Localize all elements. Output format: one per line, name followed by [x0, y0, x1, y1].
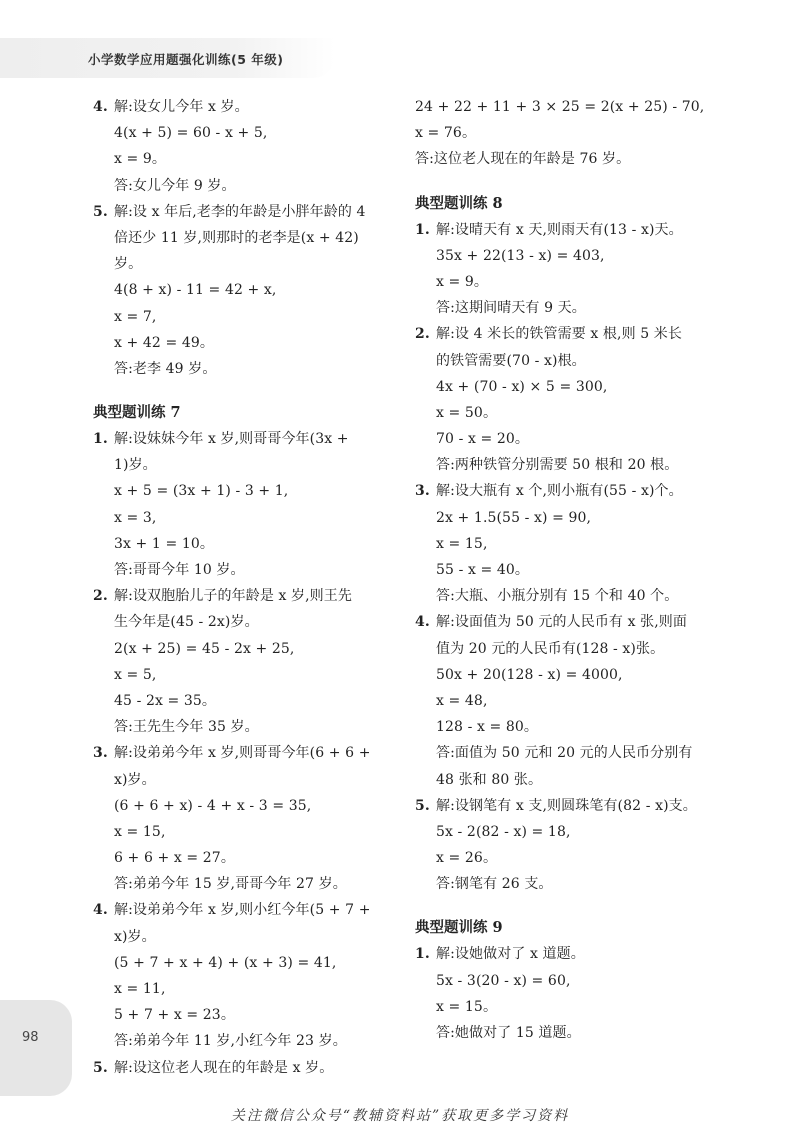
solution-line: x = 26。 — [436, 850, 498, 867]
item-number: 3. — [93, 745, 108, 762]
item-number: 2. — [415, 326, 430, 343]
solution-line: 解:设晴天有 x 天,则雨天有(13 - x)天。 — [436, 221, 683, 238]
solution-first-line — [415, 609, 715, 635]
solution-item — [93, 583, 393, 740]
header-title: 小学数学应用题强化训练(5 年级) — [88, 52, 284, 67]
solution-first-line — [93, 94, 393, 120]
solution-item — [93, 94, 393, 199]
section-title: 典型题训练 9 — [415, 919, 503, 937]
solution-item — [93, 199, 393, 382]
solution-line: 答:这期间晴天有 9 天。 — [436, 300, 586, 317]
solution-line: 的铁管需要(70 - x)根。 — [436, 352, 586, 369]
solution-line: 1)岁。 — [114, 457, 157, 474]
solution-line: 答:她做对了 15 道题。 — [436, 1025, 581, 1041]
solution-item — [93, 426, 393, 583]
solution-line: 岁。 — [114, 256, 143, 273]
solution-line: 答:老李 49 岁。 — [114, 360, 217, 377]
right-column — [415, 94, 715, 1046]
solution-item — [93, 1055, 393, 1081]
solution-first-line — [415, 793, 715, 819]
solution-line: 解:设大瓶有 x 个,则小瓶有(55 - x)个。 — [436, 483, 683, 500]
solution-line: x = 15, — [114, 823, 166, 840]
item-number: 1. — [415, 946, 430, 963]
solution-line: x)岁。 — [114, 771, 156, 788]
solution-line: 答:王先生今年 35 岁。 — [114, 719, 259, 736]
item-number: 4. — [93, 902, 108, 919]
solution-line: 5x - 3(20 - x) = 60, — [436, 972, 571, 989]
page-number-tab — [0, 1000, 72, 1096]
solution-item — [415, 478, 715, 609]
solution-line: 6 + 6 + x = 27。 — [114, 850, 235, 867]
item-number: 1. — [93, 431, 108, 448]
solution-line: 70 - x = 20。 — [436, 431, 529, 448]
solution-line: 答:哥哥今年 10 岁。 — [114, 562, 245, 578]
solution-line: 解:设 x 年后,老李的年龄是小胖年龄的 4 — [114, 203, 366, 220]
solution-line: 解:设面值为 50 元的人民币有 x 张,则面 — [436, 614, 687, 631]
solution-line: 答:钢笔有 26 支。 — [436, 876, 553, 893]
solution-line: 3x + 1 = 10。 — [114, 535, 214, 552]
solution-line: 48 张和 80 张。 — [436, 771, 543, 788]
solution-line: 55 - x = 40。 — [436, 562, 529, 578]
solution-first-line — [93, 897, 393, 923]
solution-line: 4(x + 5) = 60 - x + 5, — [114, 125, 268, 142]
footer-note: 关注微信公众号“教辅资料站”获取更多学习资料 — [230, 1108, 570, 1124]
section-title: 典型题训练 7 — [93, 404, 181, 422]
solution-item — [415, 793, 715, 898]
solution-first-line — [415, 478, 715, 504]
solution-line: (5 + 7 + x + 4) + (x + 3) = 41, — [114, 954, 337, 971]
solution-line: x + 42 = 49。 — [114, 334, 214, 351]
solution-first-line — [415, 217, 715, 243]
solution-line: 45 - 2x = 35。 — [114, 692, 216, 709]
solution-line: 解:设 4 米长的铁管需要 x 根,则 5 米长 — [436, 326, 682, 343]
solution-line: 倍还少 11 岁,则那时的老李是(x + 42) — [114, 229, 359, 246]
solution-item — [415, 941, 715, 1046]
solution-continuation — [415, 94, 715, 173]
solution-line: 5 + 7 + x = 23。 — [114, 1007, 235, 1024]
solution-line: x)岁。 — [114, 928, 156, 945]
solution-item — [93, 897, 393, 1054]
solution-line: x = 3, — [114, 509, 157, 526]
solution-line: 4(8 + x) - 11 = 42 + x, — [114, 282, 277, 299]
solution-line: (6 + 6 + x) - 4 + x - 3 = 35, — [114, 797, 312, 814]
solution-line: x = 15。 — [436, 998, 498, 1015]
solution-line: 解:设弟弟今年 x 岁,则哥哥今年(6 + 6 + — [114, 745, 371, 762]
item-number: 4. — [415, 614, 430, 631]
item-number: 5. — [93, 203, 108, 220]
solution-line: 2(x + 25) = 45 - 2x + 25, — [114, 640, 295, 657]
solution-line: 128 - x = 80。 — [436, 719, 538, 736]
solution-line: 2x + 1.5(55 - x) = 90, — [436, 509, 592, 526]
solution-line: x + 5 = (3x + 1) - 3 + 1, — [114, 483, 289, 500]
solution-line: x = 9。 — [114, 151, 167, 168]
solution-line: x = 48, — [436, 692, 488, 709]
solution-line: x = 5, — [114, 666, 157, 683]
section-title: 典型题训练 8 — [415, 194, 503, 212]
item-number: 5. — [415, 797, 430, 814]
solution-first-line — [93, 583, 393, 609]
solution-item — [415, 609, 715, 792]
solution-line: 答:两种铁管分别需要 50 根和 20 根。 — [436, 457, 679, 474]
solution-line: 5x - 2(82 - x) = 18, — [436, 823, 571, 840]
item-number: 5. — [93, 1059, 108, 1076]
solution-line: x = 9。 — [436, 273, 489, 290]
item-number: 4. — [93, 99, 108, 115]
solution-line: 答:弟弟今年 11 岁,小红今年 23 岁。 — [114, 1033, 347, 1050]
item-number: 1. — [415, 221, 430, 238]
solution-line: x = 7, — [114, 308, 157, 325]
solution-first-line — [93, 1055, 393, 1081]
solution-line: 解:设她做对了 x 道题。 — [436, 946, 585, 963]
solution-line: x = 50。 — [436, 404, 498, 421]
solution-line: 答:这位老人现在的年龄是 76 岁。 — [415, 151, 631, 168]
left-column — [93, 94, 393, 1081]
solution-line: 解:设女儿今年 x 岁。 — [114, 99, 249, 115]
solution-first-line — [415, 941, 715, 967]
solution-line: 解:设双胞胎儿子的年龄是 x 岁,则王先 — [114, 588, 352, 605]
solution-line: 生今年是(45 - 2x)岁。 — [114, 614, 259, 631]
solution-line: x = 15, — [436, 535, 488, 552]
solution-first-line — [93, 199, 393, 225]
solution-line: x = 11, — [114, 981, 166, 997]
solution-line: 50x + 20(128 - x) = 4000, — [436, 666, 623, 683]
solution-first-line — [93, 426, 393, 452]
item-number: 2. — [93, 588, 108, 605]
solution-line: 解:设妹妹今年 x 岁,则哥哥今年(3x + — [114, 431, 349, 448]
solution-item — [415, 217, 715, 322]
solution-line: 答:大瓶、小瓶分别有 15 个和 40 个。 — [436, 588, 679, 605]
solution-line: 35x + 22(13 - x) = 403, — [436, 247, 605, 264]
solution-line: 答:面值为 50 元和 20 元的人民币分别有 — [436, 745, 693, 762]
solution-line: 24 + 22 + 11 + 3 × 25 = 2(x + 25) - 70, — [415, 99, 705, 115]
solution-first-line — [415, 321, 715, 347]
solution-item — [415, 321, 715, 478]
page-number: 98 — [22, 1030, 39, 1045]
solution-line: 解:设这位老人现在的年龄是 x 岁。 — [114, 1059, 334, 1076]
solution-line: x = 76。 — [415, 125, 477, 142]
solution-item — [93, 740, 393, 897]
solution-line: 4x + (70 - x) × 5 = 300, — [436, 378, 608, 395]
solution-first-line — [93, 740, 393, 766]
solution-line: 答:女儿今年 9 岁。 — [114, 177, 236, 194]
solution-line: 答:弟弟今年 15 岁,哥哥今年 27 岁。 — [114, 876, 347, 893]
solution-line: 解:设钢笔有 x 支,则圆珠笔有(82 - x)支。 — [436, 797, 697, 814]
solution-line: 值为 20 元的人民币有(128 - x)张。 — [436, 640, 665, 657]
solution-line: 解:设弟弟今年 x 岁,则小红今年(5 + 7 + — [114, 902, 371, 919]
item-number: 3. — [415, 483, 430, 500]
